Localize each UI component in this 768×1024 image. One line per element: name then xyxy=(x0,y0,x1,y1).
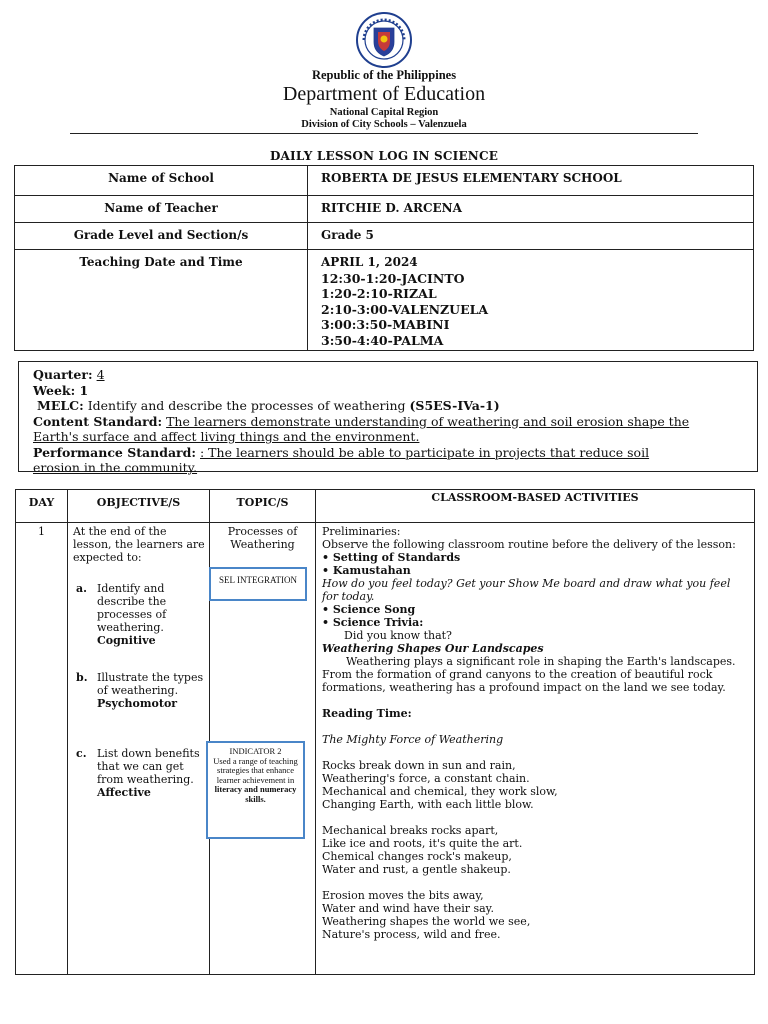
objective-item xyxy=(73,671,205,710)
schedule-line: 1:20-2:10-RIZAL xyxy=(321,286,437,301)
grade-label: Grade Level and Section/s xyxy=(15,223,308,250)
school-label: Name of School xyxy=(15,166,308,196)
content-standard-text-cont: Earth's surface and affect living things and the environment. xyxy=(33,429,420,444)
objectives-header: OBJECTIVE/S xyxy=(68,490,210,523)
did-you-know: Did you know that? xyxy=(344,629,452,642)
header-divider xyxy=(70,133,698,134)
content-standard-label: Content Standard: xyxy=(33,413,163,429)
school-value: ROBERTA DE JESUS ELEMENTARY SCHOOL xyxy=(308,166,754,196)
poem-line: Changing Earth, with each little blow. xyxy=(322,798,534,811)
science-song: • Science Song xyxy=(322,603,416,616)
melc-text: Identify and describe the processes of weathering xyxy=(87,398,406,413)
quarter-value: 4 xyxy=(96,367,105,382)
objective-item xyxy=(73,582,205,647)
classroom-activities-cell xyxy=(316,523,755,975)
table-row xyxy=(15,166,754,196)
objectives-intro: At the end of the lesson, the learners are expected to: xyxy=(73,525,205,564)
objective-domain: Cognitive xyxy=(97,634,156,647)
teacher-value: RITCHIE D. ARCENA xyxy=(308,196,754,223)
indicator-bold-text: literacy and numeracy skills. xyxy=(214,784,297,804)
performance-standard-text: : The learners should be able to participate in projects that reduce soil xyxy=(200,444,650,460)
poem-line: Water and rust, a gentle shakeup. xyxy=(322,863,511,876)
poem-line: Water and wind have their say. xyxy=(322,902,494,915)
day-header: DAY xyxy=(16,490,68,523)
teaching-date: APRIL 1, 2024 xyxy=(321,255,418,269)
table-row xyxy=(16,523,755,975)
setting-of-standards: • Setting of Standards xyxy=(322,551,461,564)
sel-integration-box: SEL INTEGRATION xyxy=(209,567,307,601)
poem-line: Weathering's force, a constant chain. xyxy=(322,772,530,785)
reading-time-label: Reading Time: xyxy=(322,707,412,720)
indicator-text: Used a range of teaching strategies that enhance learner achievement in xyxy=(213,755,298,785)
schedule-line: 3:00:3:50-MABINI xyxy=(321,317,450,332)
indicator-2-box xyxy=(206,741,305,839)
poem-line: Nature's process, wild and free. xyxy=(322,928,501,941)
table-row xyxy=(15,223,754,250)
table-row xyxy=(15,250,754,351)
schedule-line: 3:50-4:40-PALMA xyxy=(321,332,444,348)
topics-header: TOPIC/S xyxy=(210,490,316,523)
day-number: 1 xyxy=(16,523,68,975)
department-heading: Department of Education xyxy=(282,83,486,105)
classroom-activities-header: CLASSROOM-BASED ACTIVITIES xyxy=(316,490,755,523)
school-info-table xyxy=(14,165,754,351)
melc-code: (S5ES-IVa-1) xyxy=(409,398,500,413)
week-label: Week: 1 xyxy=(33,382,89,398)
date-label: Teaching Date and Time xyxy=(15,250,308,351)
standards-box xyxy=(18,361,758,475)
trivia-text: Weathering plays a significant role in shaping the Earth's landscapes. From the formation of grand canyons to the creation of beautiful rock formations, weathering has a profound impact on the land we see today. xyxy=(322,655,736,694)
poem-title: The Mighty Force of Weathering xyxy=(322,733,504,746)
deped-seal-logo xyxy=(350,12,418,68)
grade-value: Grade 5 xyxy=(308,223,754,250)
poem-line: Mechanical and chemical, they work slow, xyxy=(322,785,558,798)
poem-line: Mechanical breaks rocks apart, xyxy=(322,824,499,837)
objective-domain: Psychomotor xyxy=(97,697,178,710)
poem-line: Erosion moves the bits away, xyxy=(322,889,484,902)
division-heading: Division of City Schools – Valenzuela xyxy=(301,119,467,130)
indicator-title: INDICATOR 2 xyxy=(229,746,282,756)
poem-line: Weathering shapes the world we see, xyxy=(322,915,531,928)
table-header-row xyxy=(16,490,755,523)
objectives-cell xyxy=(68,523,210,975)
melc-label: MELC: xyxy=(36,398,84,413)
poem-line: Chemical changes rock's makeup, xyxy=(322,850,512,863)
lesson-log-title: DAILY LESSON LOG IN SCIENCE xyxy=(269,149,499,163)
date-time-cell xyxy=(308,250,754,351)
activities-table xyxy=(15,489,755,975)
region-heading: National Capital Region xyxy=(329,107,439,118)
objective-item xyxy=(73,747,205,799)
trivia-title: Weathering Shapes Our Landscapes xyxy=(322,642,544,655)
objective-letter: c. xyxy=(76,747,87,760)
objective-text: Identify and describe the processes of weathering. xyxy=(97,582,167,634)
routine-instruction: Observe the following classroom routine before the delivery of the lesson: xyxy=(322,538,736,551)
poem-line: Like ice and roots, it's quite the art. xyxy=(322,837,523,850)
schedule-line: 12:30-1:20-JACINTO xyxy=(321,270,465,286)
schedule-line: 2:10-3:00-VALENZUELA xyxy=(321,301,489,317)
performance-standard-label: Performance Standard: xyxy=(33,444,197,460)
republic-heading: Republic of the Philippines xyxy=(311,68,457,82)
quarter-label: Quarter: xyxy=(33,367,93,382)
objective-domain: Affective xyxy=(97,786,151,799)
teacher-label: Name of Teacher xyxy=(15,196,308,223)
science-trivia: • Science Trivia: xyxy=(322,616,424,629)
objective-letter: a. xyxy=(76,582,87,595)
poem-line: Rocks break down in sun and rain, xyxy=(322,759,516,772)
topic-text: Processes of Weathering xyxy=(227,525,298,551)
kamustahan-prompt: How do you feel today? Get your Show Me board and draw what you feel for today. xyxy=(322,577,731,603)
preliminaries-label: Preliminaries: xyxy=(322,525,401,538)
objective-letter: b. xyxy=(76,671,88,684)
kamustahan: • Kamustahan xyxy=(322,564,411,577)
objective-text: List down benefits that we can get from weathering. xyxy=(97,747,200,786)
objective-text: Illustrate the types of weathering. xyxy=(97,671,204,697)
performance-standard-text-cont: erosion in the community. xyxy=(33,460,198,475)
content-standard-text: The learners demonstrate understanding of weathering and soil erosion shape the xyxy=(166,413,690,429)
table-row xyxy=(15,196,754,223)
